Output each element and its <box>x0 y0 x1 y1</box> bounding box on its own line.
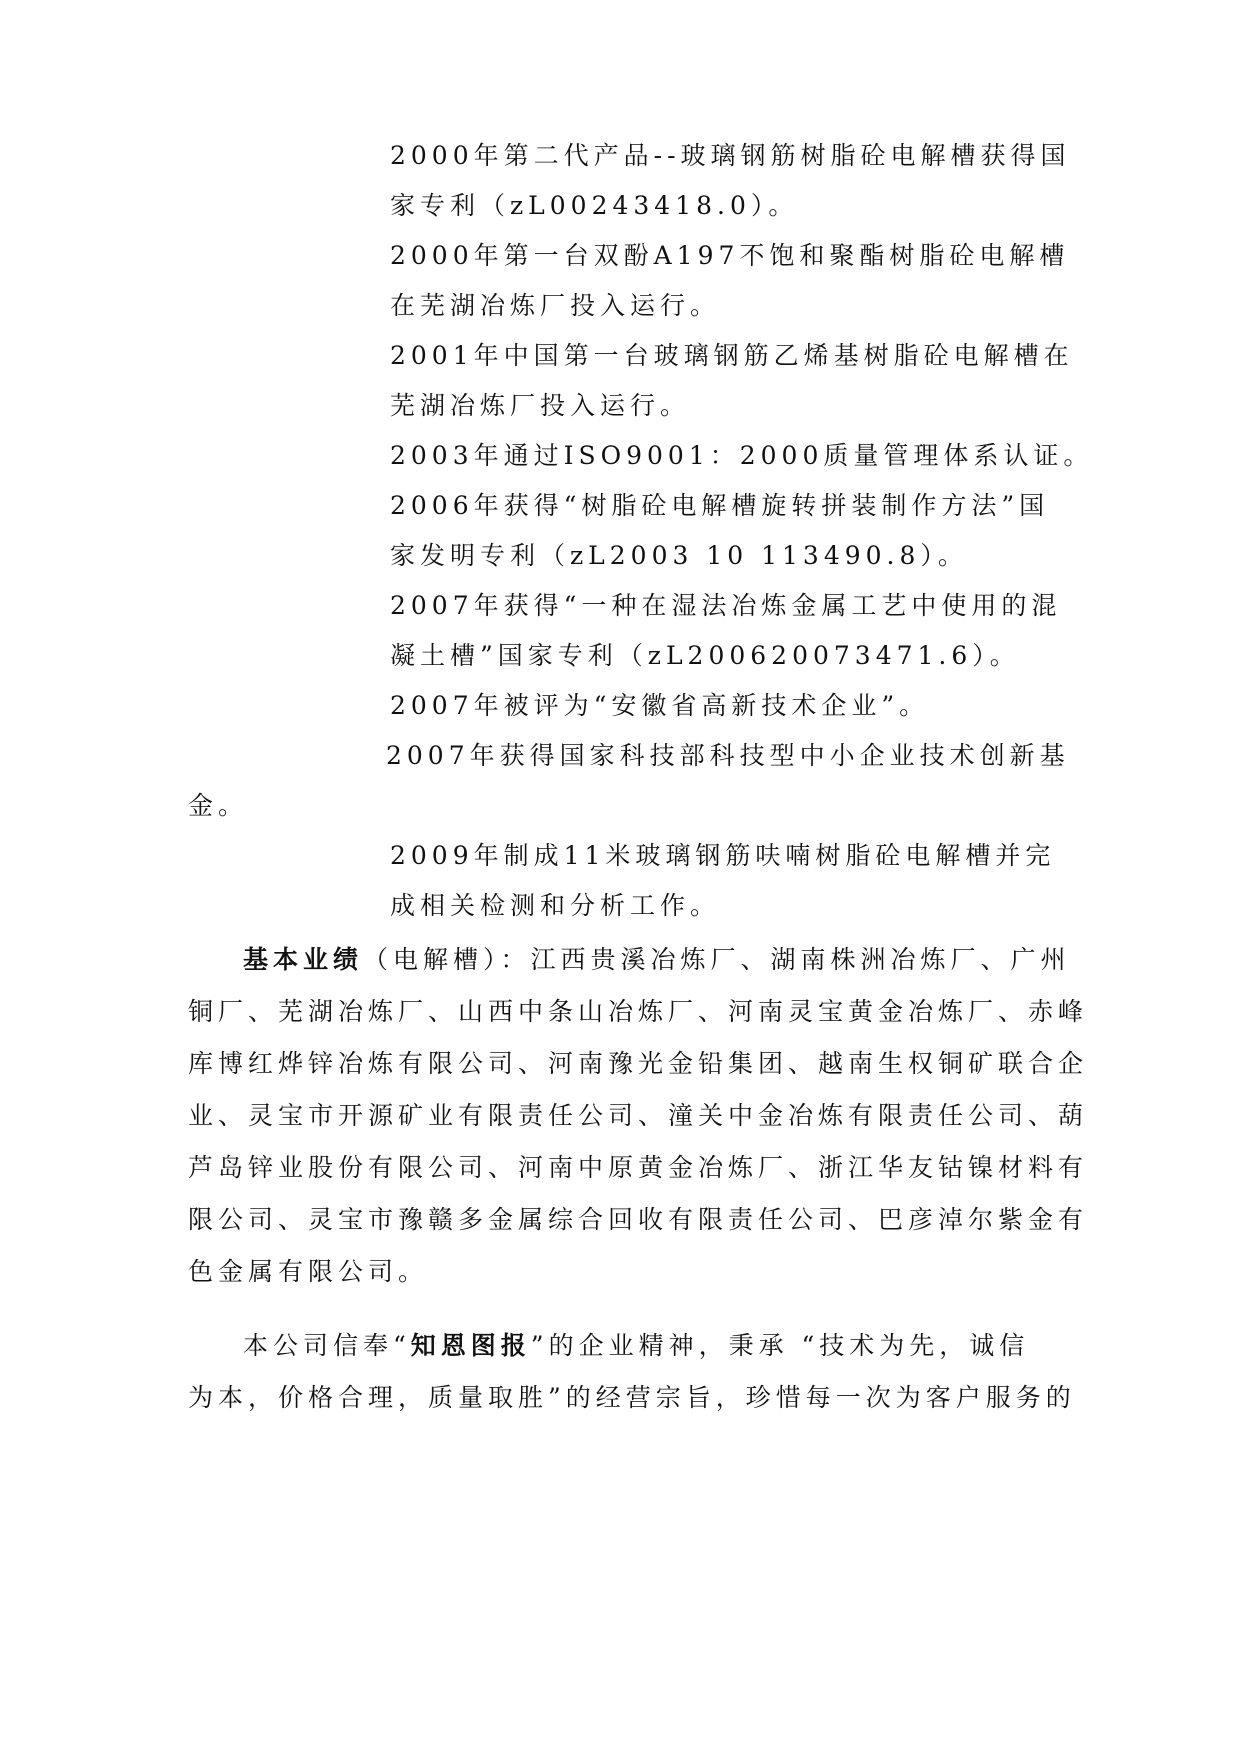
achievements-line: 业、灵宝市开源矿业有限责任公司、潼关中金冶炼有限责任公司、葫 <box>188 1101 1089 1130</box>
achievements-line: 库博红烨锌冶炼有限公司、河南豫光金铅集团、越南生权铜矿联合企 <box>188 1049 1089 1078</box>
achievements-line: 铜厂、芜湖冶炼厂、山西中条山冶炼厂、河南灵宝黄金冶炼厂、赤峰 <box>188 997 1089 1026</box>
milestone-2007-patent-line1: 2007年获得“一种在湿法冶炼金属工艺中使用的混 <box>390 591 1062 620</box>
milestone-2000-a197-line1: 2000年第一台双酚A197不饱和聚酯树脂砼电解槽 <box>390 241 1070 270</box>
milestone-2007-fund-line1: 2007年获得国家科技部科技型中小企业技术创新基 <box>386 741 1070 770</box>
milestone-2001-line1: 2001年中国第一台玻璃钢筋乙烯基树脂砼电解槽在 <box>390 341 1074 370</box>
philosophy-suffix: ”的企业精神，秉承 “技术为先，诚信 <box>530 1331 1030 1360</box>
achievements-line: 色金属有限公司。 <box>188 1257 429 1286</box>
achievements-first-line <box>243 940 1071 980</box>
milestone-2007-fund-line2: 金。 <box>188 791 249 820</box>
milestone-2009-line1: 2009年制成11米玻璃钢筋呋喃树脂砼电解槽并完 <box>390 841 1056 870</box>
milestone-2000-a197-line2: 在芜湖冶炼厂投入运行。 <box>390 291 721 320</box>
achievements-line: 限公司、灵宝市豫赣多金属综合回收有限责任公司、巴彦淖尔紫金有 <box>188 1205 1089 1234</box>
achievements-first-line-rest: （电解槽）：江西贵溪冶炼厂、湖南株洲冶炼厂、广州 <box>363 945 1071 974</box>
achievements-line: 芦岛锌业股份有限公司、河南中原黄金冶炼厂、浙江华友钴镍材料有 <box>188 1153 1089 1182</box>
milestone-2003-line1: 2003年通过ISO9001：2000质量管理体系认证。 <box>390 441 1094 470</box>
milestone-2006-line1: 2006年获得“树脂砼电解槽旋转拼装制作方法”国 <box>390 491 1050 520</box>
milestone-2006-line2: 家发明专利（zL2003 10 113490.8）。 <box>390 541 968 570</box>
milestone-2000-patent-line1: 2000年第二代产品--玻璃钢筋树脂砼电解槽获得国 <box>390 141 1071 170</box>
achievements-heading: 基本业绩 <box>243 945 364 974</box>
milestone-2009-line2: 成相关检测和分析工作。 <box>390 891 721 920</box>
milestone-2001-line2: 芜湖冶炼厂投入运行。 <box>390 391 691 420</box>
milestone-2007-patent-line2: 凝土槽”国家专利（zL200620073471.6）。 <box>390 641 1020 670</box>
milestone-2000-patent-line2: 家专利（zL00243418.0）。 <box>390 191 799 220</box>
philosophy-motto: 知恩图报 <box>410 1331 531 1360</box>
philosophy-line1 <box>243 1326 1029 1366</box>
philosophy-line2: 为本，价格合理，质量取胜”的经营宗旨，珍惜每一次为客户服务的 <box>188 1383 1076 1412</box>
philosophy-prefix: 本公司信奉“ <box>243 1331 411 1360</box>
milestone-2007-hightech-line1: 2007年被评为“安徽省高新技术企业”。 <box>390 691 930 720</box>
